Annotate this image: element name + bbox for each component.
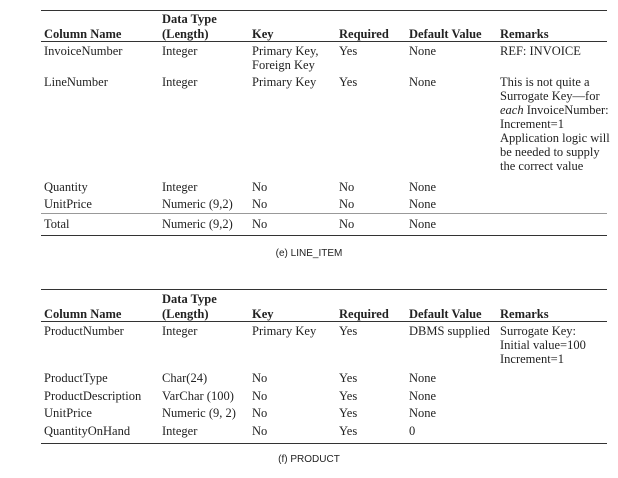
cell-default-value: None	[409, 44, 437, 58]
cell-column-name: Quantity	[44, 180, 88, 194]
cell-key: No	[252, 197, 268, 211]
table-caption-product: (f) PRODUCT	[278, 454, 340, 465]
cell-remarks-line: Surrogate Key—for	[500, 89, 600, 103]
cell-data-type: VarChar (100)	[162, 389, 234, 403]
cell-default-value: 0	[409, 424, 416, 438]
cell-data-type: Numeric (9,2)	[162, 217, 233, 231]
cell-required: Yes	[339, 44, 358, 58]
cell-key: Primary Key,	[252, 44, 319, 58]
cell-required: Yes	[339, 371, 358, 385]
header-required: Required	[339, 307, 389, 321]
header-key: Key	[252, 27, 274, 41]
cell-default-value: None	[409, 371, 437, 385]
cell-default-value: DBMS supplied	[409, 324, 490, 338]
cell-data-type: Integer	[162, 180, 198, 194]
header-column-name: Column Name	[44, 27, 122, 41]
cell-key: Primary Key	[252, 324, 317, 338]
cell-column-name: UnitPrice	[44, 406, 92, 420]
header-key: Key	[252, 307, 274, 321]
cell-key: No	[252, 217, 268, 231]
cell-key: No	[252, 424, 268, 438]
cell-column-name: ProductNumber	[44, 324, 124, 338]
cell-default-value: None	[409, 389, 437, 403]
header-data-type-line1: Data Type	[162, 292, 217, 306]
header-data-type-line2: (Length)	[162, 27, 209, 41]
table-line-item	[41, 0, 610, 260]
cell-required: Yes	[339, 75, 358, 89]
table-caption-line-item: (e) LINE_ITEM	[275, 248, 343, 259]
header-remarks: Remarks	[500, 307, 549, 321]
cell-column-name: InvoiceNumber	[44, 44, 123, 58]
cell-required: No	[339, 217, 355, 231]
table-top-rule	[41, 289, 607, 290]
header-required: Required	[339, 27, 389, 41]
cell-required: Yes	[339, 389, 358, 403]
cell-remarks-line: Surrogate Key:	[500, 324, 577, 338]
cell-data-type: Integer	[162, 75, 198, 89]
cell-column-name: UnitPrice	[44, 197, 92, 211]
cell-remarks-line: Increment=1	[500, 117, 564, 131]
header-data-type-line1: Data Type	[162, 12, 217, 26]
cell-data-type: Numeric (9, 2)	[162, 406, 236, 420]
table-bottom-rule	[41, 235, 607, 236]
cell-data-type: Char(24)	[162, 371, 208, 385]
cell-data-type: Integer	[162, 424, 198, 438]
header-remarks: Remarks	[500, 27, 549, 41]
header-data-type-line2: (Length)	[162, 307, 209, 321]
cell-default-value: None	[409, 406, 437, 420]
cell-column-name: ProductType	[44, 371, 108, 385]
row-divider	[41, 213, 607, 214]
cell-required: Yes	[339, 424, 358, 438]
cell-remarks-line: be needed to supply	[500, 145, 600, 159]
cell-key-line2: Foreign Key	[252, 58, 315, 72]
cell-remarks-line: This is not quite a	[500, 75, 590, 89]
cell-key: No	[252, 389, 268, 403]
cell-remarks: REF: INVOICE	[500, 44, 581, 58]
cell-key: No	[252, 406, 268, 420]
cell-default-value: None	[409, 217, 437, 231]
cell-default-value: None	[409, 197, 437, 211]
table-bottom-rule	[41, 443, 607, 444]
cell-remarks-line: Application logic will	[500, 131, 610, 145]
header-default-value: Default Value	[409, 307, 482, 321]
cell-required: Yes	[339, 324, 358, 338]
cell-default-value: None	[409, 180, 437, 194]
cell-key: Primary Key	[252, 75, 317, 89]
table-product	[41, 280, 607, 450]
header-default-value: Default Value	[409, 27, 482, 41]
cell-column-name: QuantityOnHand	[44, 424, 131, 438]
cell-key: No	[252, 371, 268, 385]
cell-required: No	[339, 197, 355, 211]
table-top-rule	[41, 10, 607, 11]
cell-column-name: LineNumber	[44, 75, 108, 89]
cell-column-name: ProductDescription	[44, 389, 142, 403]
cell-required: No	[339, 180, 355, 194]
cell-data-type: Integer	[162, 44, 198, 58]
header-rule	[41, 41, 607, 42]
cell-remarks-line: each InvoiceNumber:	[500, 103, 609, 117]
cell-data-type: Numeric (9,2)	[162, 197, 233, 211]
cell-data-type: Integer	[162, 324, 198, 338]
cell-remarks-line: Initial value=100	[500, 338, 586, 352]
cell-remarks-line: the correct value	[500, 159, 584, 173]
header-column-name: Column Name	[44, 307, 122, 321]
cell-required: Yes	[339, 406, 358, 420]
cell-default-value: None	[409, 75, 437, 89]
cell-column-name: Total	[44, 217, 70, 231]
cell-key: No	[252, 180, 268, 194]
header-rule	[41, 321, 607, 322]
cell-remarks-line: Increment=1	[500, 352, 564, 366]
